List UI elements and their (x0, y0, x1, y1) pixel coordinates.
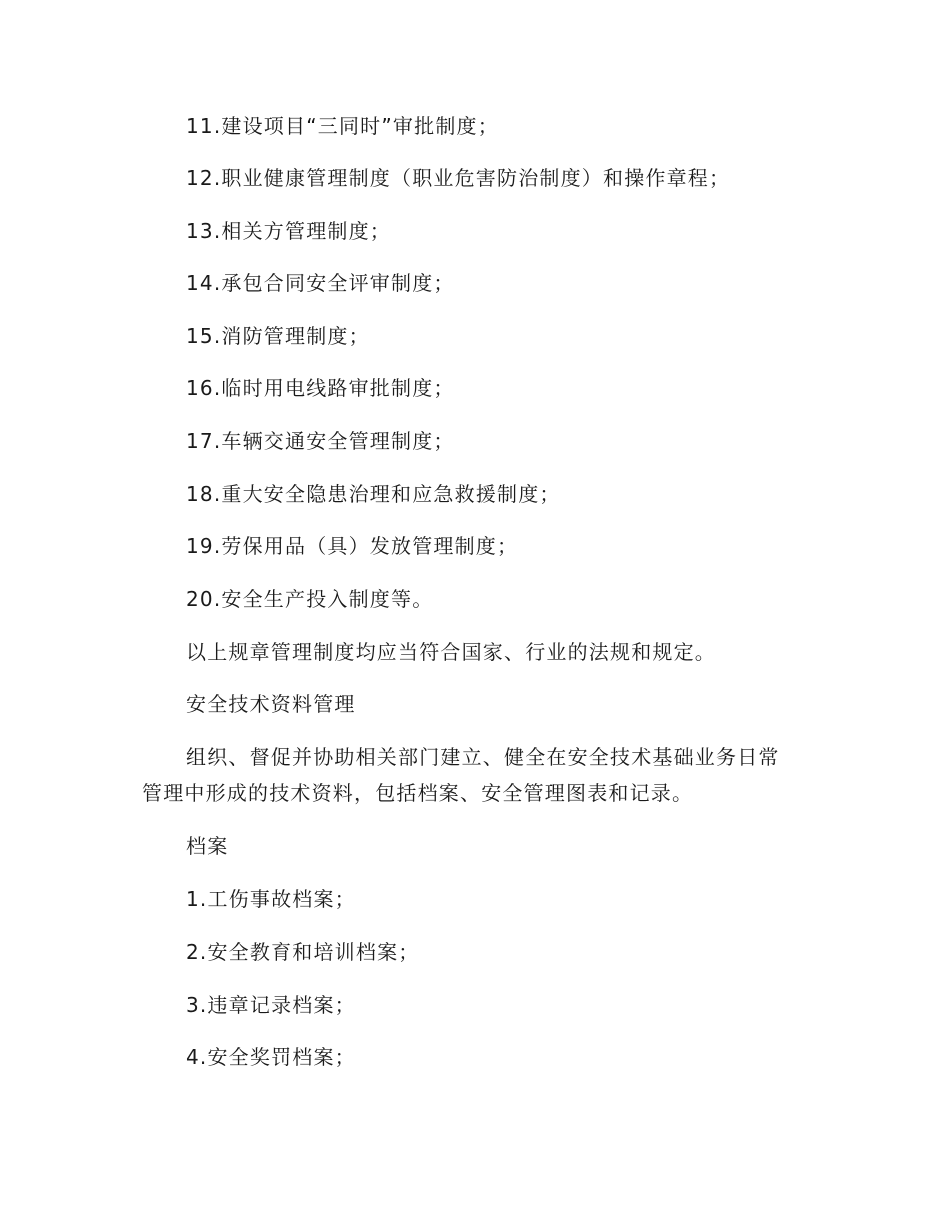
section-heading: 安全技术资料管理 (186, 692, 356, 716)
archive-item-4: 4.安全奖罚档案； (186, 1045, 356, 1069)
paragraph-line-2: 管理中形成的技术资料，包括档案、安全管理图表和记录。 (142, 781, 694, 805)
list-item-20: 20.安全生产投入制度等。 (186, 587, 434, 611)
list-item-12: 12.职业健康管理制度（职业危害防治制度）和操作章程； (186, 166, 731, 190)
list-item-15: 15.消防管理制度； (186, 324, 370, 348)
archive-item-2: 2.安全教育和培训档案； (186, 940, 420, 964)
list-item-16: 16.临时用电线路审批制度； (186, 376, 455, 400)
paragraph-line-1: 组织、督促并协助相关部门建立、健全在安全技术基础业务日常 (186, 745, 780, 769)
list-item-17: 17.车辆交通安全管理制度； (186, 429, 455, 453)
list-item-18: 18.重大安全隐患治理和应急救援制度； (186, 482, 561, 506)
list-item-11: 11.建设项目“三同时”审批制度； (186, 114, 499, 138)
closing-statement: 以上规章管理制度均应当符合国家、行业的法规和规定。 (186, 640, 716, 664)
list-item-19: 19.劳保用品（具）发放管理制度； (186, 534, 519, 558)
subsection-heading: 档案 (186, 834, 229, 858)
list-item-13: 13.相关方管理制度； (186, 219, 392, 243)
list-item-14: 14.承包合同安全评审制度； (186, 271, 455, 295)
archive-item-3: 3.违章记录档案； (186, 993, 356, 1017)
archive-item-1: 1.工伤事故档案； (186, 887, 356, 911)
